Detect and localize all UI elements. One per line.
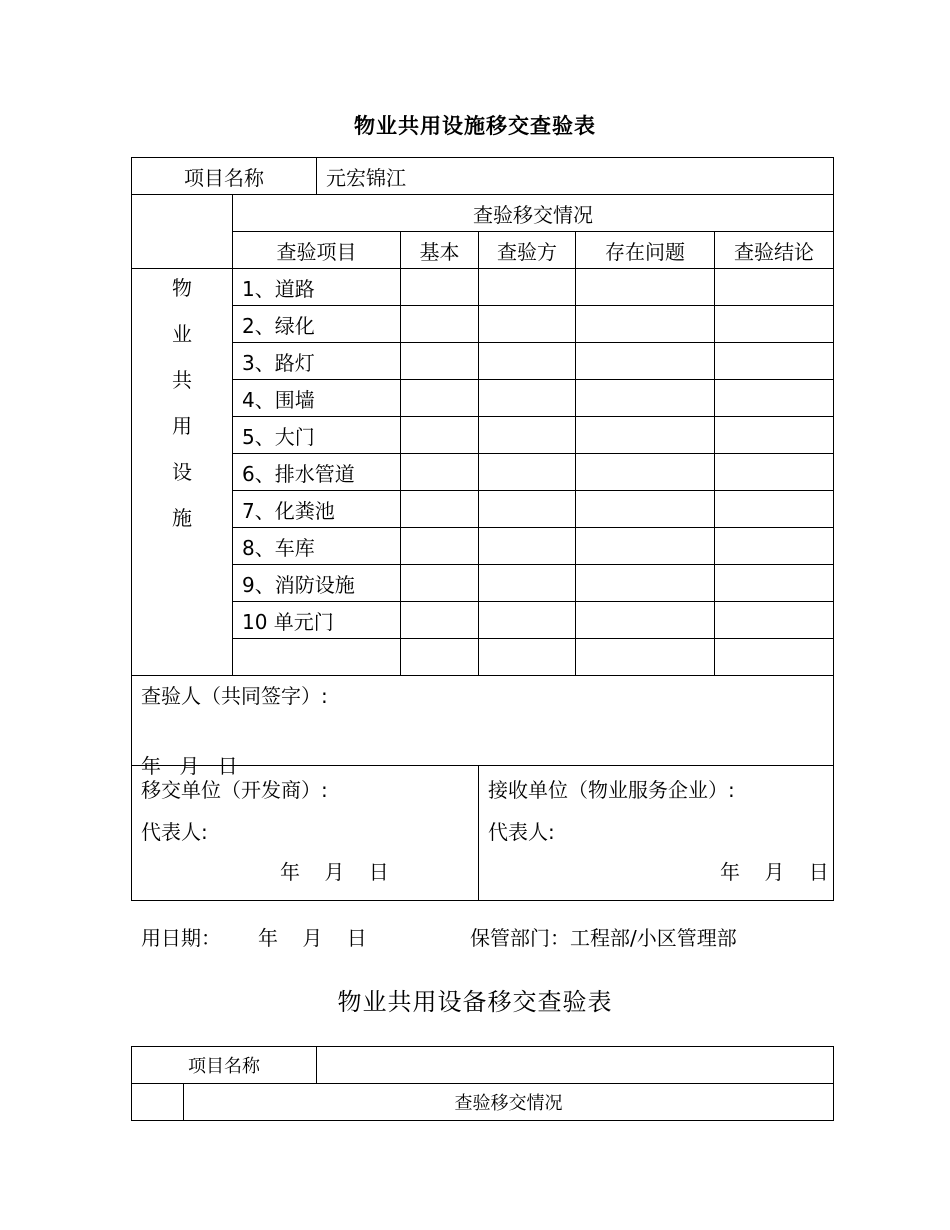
project-name-label-2: 项目名称 [132,1047,317,1084]
item-cell: 5、大门 [233,417,401,454]
receive-unit-cell[interactable] [479,766,834,901]
issues-cell[interactable] [576,528,715,565]
project-name-label: 项目名称 [132,158,317,195]
basic-cell[interactable] [401,343,479,380]
side-label [132,269,233,676]
transfer-unit-cell[interactable] [132,766,479,901]
conclusion-cell[interactable] [715,454,834,491]
basic-cell[interactable] [401,380,479,417]
equipment-inspection-table [131,1046,834,1121]
basic-cell[interactable] [401,306,479,343]
project-name-value: 元宏锦江 [317,158,834,195]
item-cell: 3、路灯 [233,343,401,380]
section-header: 查验移交情况 [233,195,834,232]
inspector-cell[interactable] [479,491,576,528]
side-char: 业 [172,322,192,346]
basic-cell[interactable] [401,528,479,565]
conclusion-cell[interactable] [715,491,834,528]
side-char: 物 [172,276,192,300]
side-char: 共 [172,368,192,392]
receive-sign-date: 年 月 日 [720,860,829,884]
form-title: 物业共用设施移交查验表 [354,114,596,138]
inspector-cell[interactable] [479,343,576,380]
side-char: 用 [172,414,192,438]
item-cell: 1、道路 [233,269,401,306]
inspector-label: 查验人（共同签字）: [141,684,328,708]
conclusion-cell[interactable] [715,528,834,565]
issues-cell[interactable] [576,269,715,306]
custody-department: 保管部门：工程部/小区管理部 [470,926,737,950]
issues-cell[interactable] [576,343,715,380]
equipment-form-title: 物业共用设备移交查验表 [337,988,613,1016]
conclusion-cell[interactable] [715,269,834,306]
conclusion-cell[interactable] [715,380,834,417]
use-date-value: 年 月 日 [258,926,367,950]
item-cell: 6、排水管道 [233,454,401,491]
issues-cell[interactable] [576,380,715,417]
item-cell: 7、化粪池 [233,491,401,528]
item-cell: 8、车库 [233,528,401,565]
inspector-cell[interactable] [479,602,576,639]
item-cell: 9、消防设施 [233,565,401,602]
item-cell: 4、围墙 [233,380,401,417]
receive-unit-label: 接收单位（物业服务企业）: [488,778,735,802]
item-cell: 2、绿化 [233,306,401,343]
basic-cell[interactable] [401,269,479,306]
conclusion-cell[interactable] [715,417,834,454]
project-name-value-2[interactable] [317,1047,834,1084]
issues-cell[interactable] [576,565,715,602]
inspector-cell[interactable] [479,380,576,417]
issues-cell[interactable] [576,602,715,639]
issues-cell[interactable] [576,454,715,491]
transfer-sign-date: 年 月 日 [280,860,389,884]
inspector-cell[interactable] [479,269,576,306]
receive-rep-label: 代表人: [488,820,555,844]
basic-cell[interactable] [401,417,479,454]
basic-cell[interactable] [401,565,479,602]
inspector-date: 年 月 日 [141,754,238,778]
item-cell[interactable] [233,639,401,676]
transfer-unit-label: 移交单位（开发商）: [141,778,328,802]
blank-corner-cell-2 [132,1084,184,1121]
col-header-item: 查验项目 [233,232,401,269]
col-header-issues: 存在问题 [576,232,715,269]
conclusion-cell[interactable] [715,343,834,380]
basic-cell[interactable] [401,454,479,491]
issues-cell[interactable] [576,306,715,343]
inspector-cell[interactable] [479,417,576,454]
col-header-inspector: 查验方 [479,232,576,269]
basic-cell[interactable] [401,602,479,639]
inspector-cell[interactable] [479,454,576,491]
issues-cell[interactable] [576,491,715,528]
conclusion-cell[interactable] [715,639,834,676]
transfer-rep-label: 代表人: [141,820,208,844]
col-header-conclusion: 查验结论 [715,232,834,269]
inspector-cell[interactable] [479,639,576,676]
inspector-cell[interactable] [479,528,576,565]
conclusion-cell[interactable] [715,602,834,639]
inspector-cell[interactable] [479,565,576,602]
conclusion-cell[interactable] [715,565,834,602]
basic-cell[interactable] [401,639,479,676]
inspector-cell[interactable] [479,306,576,343]
item-cell: 10 单元门 [233,602,401,639]
section-header-2: 查验移交情况 [184,1084,834,1121]
conclusion-cell[interactable] [715,306,834,343]
col-header-basic: 基本 [401,232,479,269]
blank-corner-cell [132,195,233,269]
basic-cell[interactable] [401,491,479,528]
side-char: 设 [172,460,192,484]
use-date-label: 用日期： [141,926,221,950]
inspector-signature-cell[interactable] [132,676,834,778]
side-char: 施 [172,506,192,530]
issues-cell[interactable] [576,417,715,454]
facility-inspection-table [131,157,834,901]
issues-cell[interactable] [576,639,715,676]
